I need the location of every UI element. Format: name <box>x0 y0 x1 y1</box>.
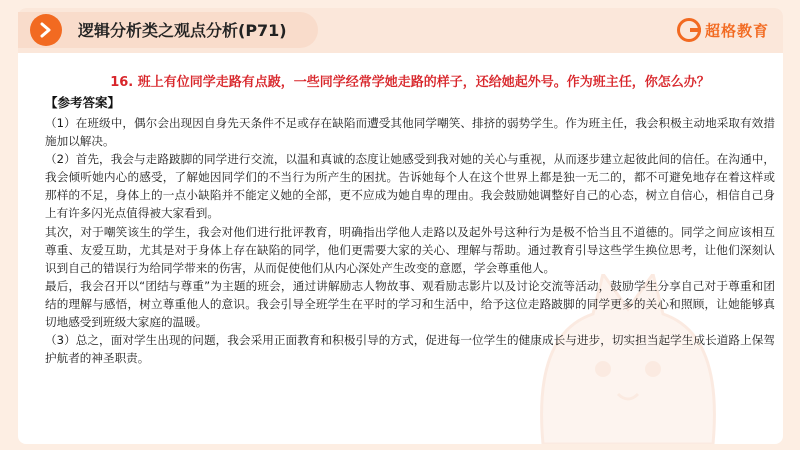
question-text: 16. 班上有位同学走路有点跛，一些同学经常学她走路的样子，还给她起外号。作为班主任，你怎么办？ <box>110 75 710 90</box>
slide <box>18 8 783 444</box>
answer-paragraph-5: （3）总之，面对学生出现的问题，我会采用正面教育和积极引导的方式，促进每一位学生的健康成长与进步，切实担当起学生成长道路上保驾护航者的神圣职责。 <box>45 333 775 366</box>
answer-paragraph-4: 最后，我会召开以“团结与尊重”为主题的班会，通过讲解励志人物故事、观看励志影片以及讨论交流等活动，鼓励学生分享自己对于尊重和团结的理解与感悟，树立尊重他人的意识。我会引导全班学生在平时的学习和生活中，给予这位走路跛脚的同学更多的关心和照顾，让她能够真切地感受到班级大家庭的温暖。 <box>45 278 775 330</box>
answer-paragraph-3: 其次，对于嘲笑该生的学生，我会对他们进行批评教育，明确指出学他人走路以及起外号这种行为是极不恰当且不道德的。同学之间应该相互尊重、友爱互助，尤其是对于身体上存在缺陷的同学，他们更需要大家的关心、理解与帮助。通过教育引导这些学生换位思考，让他们深刻认识到自己的错误行为给同学带来的伤害，从而促使他们从内心深处产生改变的意愿，学会尊重他人。 <box>45 224 775 275</box>
brand-logo <box>677 18 769 42</box>
play-arrow-icon <box>30 14 62 46</box>
answer-label: 【参考答案】 <box>45 95 121 110</box>
brand-g-logo-icon <box>677 18 701 42</box>
answer-paragraph-2: （2）首先，我会与走路跛脚的同学进行交流，以温和真诚的态度让她感受到我对她的关心与重视，从而逐步建立起彼此间的信任。在沟通中，我会倾听她内心的感受，了解她因同学们的不当行为所产生的困扰。告诉她每个人在这个世界上都是独一无二的，都不可避免地存在着这样或那样的不足，身体上的一点小缺陷并不能定义她的全部，更不应成为她自卑的理由。我会鼓励她调整好自己的心态，树立自信心，相信自己身上有许多闪光点值得被大家看到。 <box>45 152 775 221</box>
content <box>45 74 775 367</box>
brand-name: 超格教育 <box>704 21 769 40</box>
answer-paragraph-1: （1）在班级中，偶尔会出现因自身先天条件不足或存在缺陷而遭受其他同学嘲笑、排挤的弱势学生。作为班主任，我会积极主动地采取有效措施加以解决。 <box>45 116 775 149</box>
page-title: 逻辑分析类之观点分析(P71) <box>78 21 287 40</box>
header-bar <box>18 8 783 53</box>
